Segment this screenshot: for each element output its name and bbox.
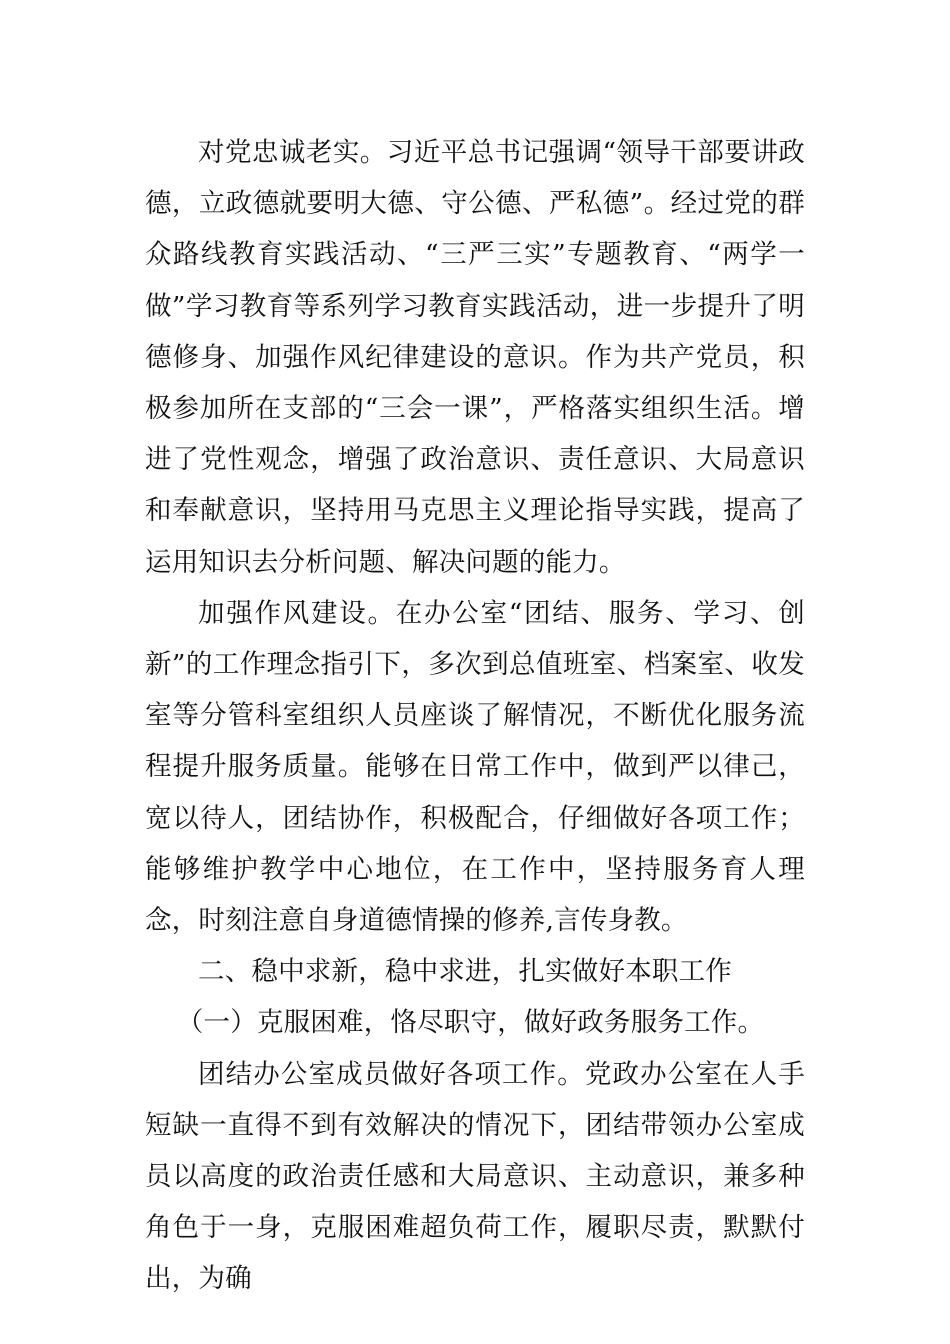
section-heading-two: 二、稳中求新，稳中求进，扎实做好本职工作 — [198, 956, 732, 988]
subsection-heading-one: （一）克服困难，恪尽职守，做好政务服务工作。 — [176, 1007, 765, 1039]
document-body — [145, 127, 805, 1305]
paragraph-office-team: 团结办公室成员做好各项工作。党政办公室在人手短缺一直得不到有效解决的情况下，团结带领办公室成员以高度的政治责任感和大局意识、主动意识，兼多种角色于一身，克服困难超负荷工作，履职尽责，默默付出，为确 — [145, 1058, 805, 1295]
paragraph-party-loyalty: 对党忠诚老实。习近平总书记强调“领导干部要讲政德，立政德就要明大德、守公德、严私德”。经过党的群众路线教育实践活动、“三严三实”专题教育、“两学一做”学习教育等系列学习教育实践活动，进一步提升了明德修身、加强作风纪律建设的意识。作为共产党员，积极参加所在支部的“三会一课”，严格落实组织生活。增进了党性观念，增强了政治意识、责任意识、大局意识和奉献意识，坚持用马克思主义理论指导实践，提高了运用知识去分析问题、解决问题的能力。 — [145, 137, 805, 578]
paragraph-work-style: 加强作风建设。在办公室“团结、服务、学习、创新”的工作理念指引下，多次到总值班室、档案室、收发室等分管科室组织人员座谈了解情况，不断优化服务流程提升服务质量。能够在日常工作中，做到严以律己，宽以待人，团结协作，积极配合，仔细做好各项工作；能够维护教学中心地位，在工作中，坚持服务育人理念，时刻注意自身道德情操的修养,言传身教。 — [145, 597, 805, 937]
